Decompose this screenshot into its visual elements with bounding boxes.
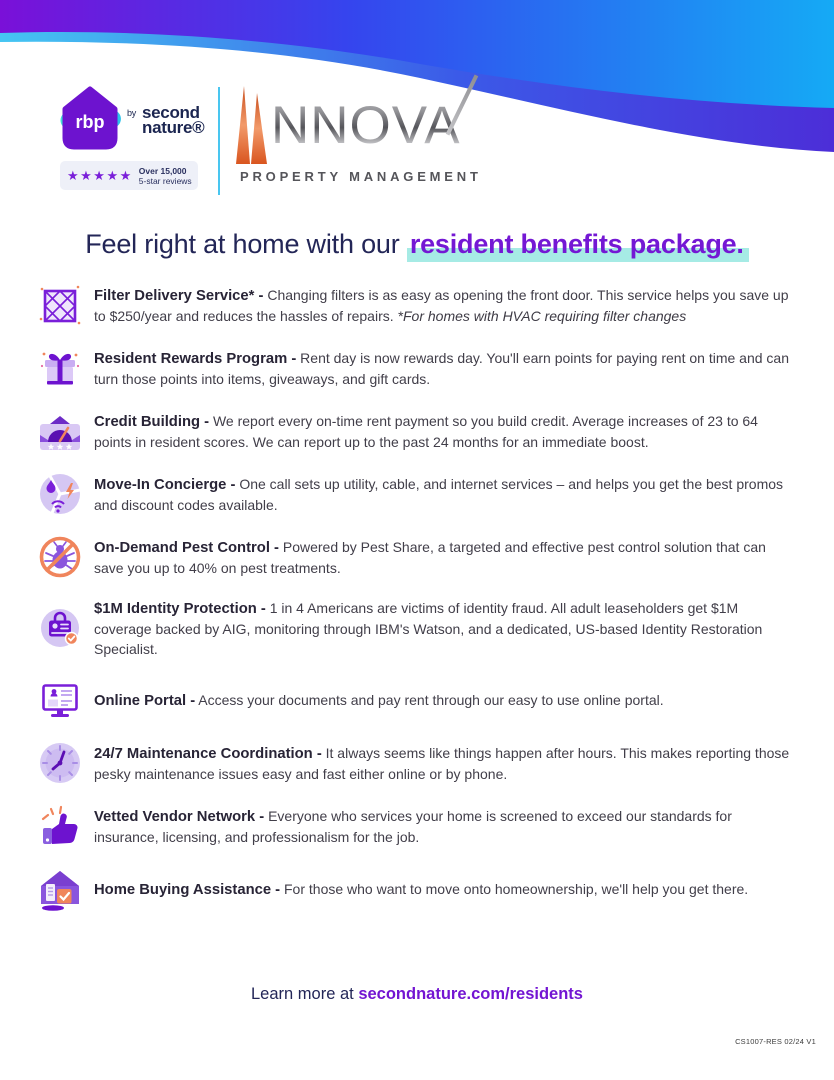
reviews-text: Over 15,000 5-star reviews bbox=[138, 165, 192, 186]
innova-wordmark: NNOVA bbox=[271, 86, 461, 166]
innova-logo bbox=[235, 84, 482, 184]
benefit-title: Credit Building - bbox=[94, 413, 210, 430]
benefit-text bbox=[94, 285, 794, 326]
star-rating-icon: ★★★★★ bbox=[67, 167, 133, 183]
innova-spires-icon bbox=[235, 84, 269, 166]
benefit-description: Changing filters is as easy as opening the front door. This service helps you save up to $250/year and reduces the hassles of repairs. bbox=[94, 286, 789, 324]
benefit-home-buying bbox=[38, 867, 794, 911]
rewards-gift-icon bbox=[38, 346, 82, 390]
benefit-title: Filter Delivery Service* - bbox=[94, 287, 264, 304]
benefit-description: For those who want to move onto homeownership, we'll help you get there. bbox=[284, 880, 749, 897]
benefit-description: Everyone who services your home is screened to exceed our standards for insurance, licensing, and professionalism for the job. bbox=[94, 807, 732, 845]
maintenance-clock-icon bbox=[38, 741, 82, 785]
benefit-text bbox=[94, 411, 794, 452]
benefit-text bbox=[94, 474, 794, 515]
pest-control-icon bbox=[38, 535, 82, 579]
benefit-title: Online Portal - bbox=[94, 692, 196, 709]
benefit-title: Move-In Concierge - bbox=[94, 476, 236, 493]
benefit-filter-delivery bbox=[38, 283, 794, 327]
benefit-title: $1M Identity Protection - bbox=[94, 601, 266, 617]
benefit-title: On-Demand Pest Control - bbox=[94, 539, 279, 556]
benefit-description: It always seems like things happen after hours. This makes reporting those pesky maintenance issues easy and fast either online or by phone. bbox=[94, 744, 790, 782]
benefit-resident-rewards bbox=[38, 346, 794, 390]
benefit-pest-control bbox=[38, 535, 794, 579]
residents-link[interactable]: secondnature.com/residents bbox=[358, 985, 583, 1003]
document-code: CS1007-RES 02/24 V1 bbox=[735, 1037, 816, 1046]
benefit-maintenance bbox=[38, 741, 794, 785]
move-in-concierge-icon bbox=[38, 472, 82, 516]
benefit-text bbox=[94, 806, 794, 847]
benefit-online-portal bbox=[38, 678, 794, 722]
benefit-title: Resident Rewards Program - bbox=[94, 350, 297, 367]
benefit-description: Access your documents and pay rent through our easy to use online portal. bbox=[198, 691, 664, 708]
benefit-description: Rent day is now rewards day. You'll earn points for paying rent on time and can turn those points into items, giveaways, and gift cards. bbox=[94, 349, 789, 387]
benefit-text bbox=[94, 743, 794, 784]
headline-prefix: Feel right at home with our bbox=[85, 229, 400, 259]
page-title bbox=[0, 227, 834, 261]
benefit-move-in-concierge bbox=[38, 472, 794, 516]
benefit-text bbox=[94, 598, 794, 659]
filter-delivery-icon bbox=[38, 283, 82, 327]
headline-highlight: resident benefits package. bbox=[407, 229, 749, 262]
innova-tagline: PROPERTY MANAGEMENT bbox=[240, 169, 482, 184]
identity-protection-icon bbox=[38, 607, 82, 651]
learn-more-prefix: Learn more at bbox=[251, 985, 354, 1003]
benefit-title: Vetted Vendor Network - bbox=[94, 808, 265, 825]
credit-building-icon bbox=[38, 409, 82, 453]
benefit-title: Home Buying Assistance - bbox=[94, 881, 281, 898]
rbp-logo bbox=[59, 85, 121, 155]
vendor-thumbs-up-icon bbox=[38, 804, 82, 848]
benefit-text bbox=[94, 879, 748, 900]
five-star-reviews-badge bbox=[60, 161, 198, 190]
benefit-description: We report every on-time rent payment so you build credit. Average increases of 23 to 64 points in resident scores. We can report up to the past 24 months for an immediate boost. bbox=[94, 412, 758, 450]
benefit-credit-building bbox=[38, 409, 794, 453]
benefit-title: 24/7 Maintenance Coordination - bbox=[94, 745, 322, 762]
rbp-wordmark: rbp bbox=[75, 112, 105, 132]
benefit-text bbox=[94, 348, 794, 389]
benefit-text bbox=[94, 690, 664, 711]
benefit-description: One call sets up utility, cable, and internet services – and helps you get the best promos and discount codes available. bbox=[94, 475, 784, 513]
benefit-note: *For homes with HVAC requiring filter changes bbox=[397, 307, 687, 324]
by-label: by bbox=[127, 108, 136, 118]
benefit-vendor-network bbox=[38, 804, 794, 848]
second-nature-wordmark: by second nature® bbox=[127, 103, 205, 137]
logo-divider bbox=[218, 87, 220, 195]
benefit-text bbox=[94, 537, 794, 578]
benefit-identity-protection bbox=[38, 598, 794, 659]
benefit-description: Powered by Pest Share, a targeted and effective pest control solution that can save you up to 40% on pest treatments. bbox=[94, 538, 766, 576]
learn-more-line bbox=[0, 985, 834, 1004]
benefit-description: 1 in 4 Americans are victims of identity fraud. All adult leaseholders get $1M coverage backed by AIG, monitoring through IBM's Watson, and a dedicated, US-based Identity Restoration Specialist. bbox=[94, 600, 763, 657]
home-buying-icon bbox=[38, 867, 82, 911]
benefits-list bbox=[38, 283, 794, 930]
online-portal-icon bbox=[38, 678, 82, 722]
